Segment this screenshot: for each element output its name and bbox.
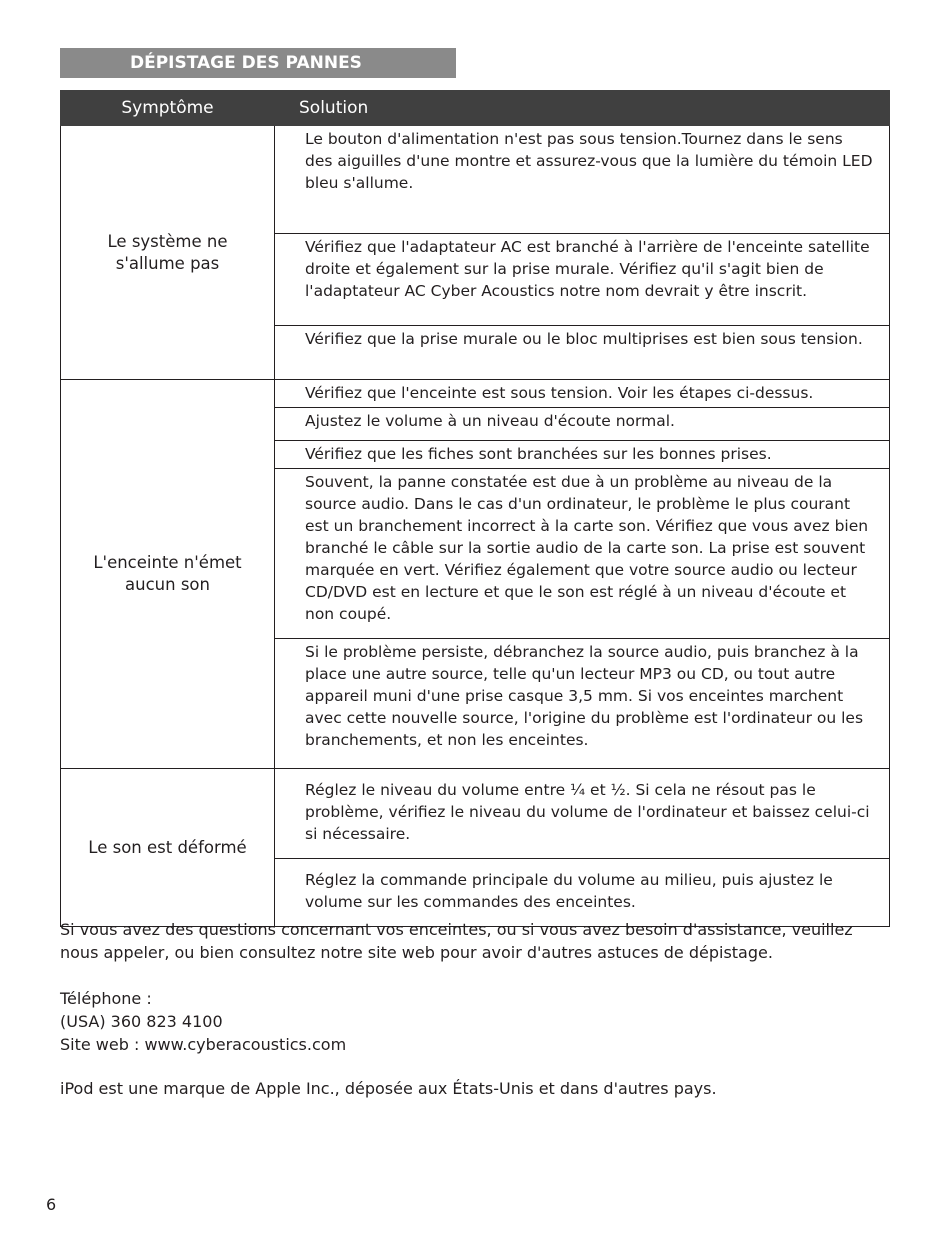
symptom-cell: L'enceinte n'émet aucun son	[61, 380, 275, 769]
solution-cell: Réglez la commande principale du volume au milieu, puis ajustez le volume sur les commandes des enceintes.	[275, 859, 890, 927]
phone-number: (USA) 360 823 4100	[60, 1012, 223, 1031]
page-number: 6	[46, 1195, 57, 1214]
phone-label: Téléphone :	[60, 989, 152, 1008]
solution-cell: Souvent, la panne constatée est due à un problème au niveau de la source audio. Dans le cas d'un ordinateur, le problème le plus courant est un branchement incorrect à la carte son. Vérifiez que vous avez bien branché le câble sur la sortie audio de la carte son. La prise est souvent marquée en vert. Vérifiez également que votre source audio ou lecteur CD/DVD est en lecture et que le son est réglé à un niveau d'écoute et non coupé.	[275, 469, 890, 639]
table-header-row	[61, 91, 890, 126]
symptom-cell: Le système ne s'allume pas	[61, 126, 275, 380]
table-row	[61, 380, 890, 408]
contact-block	[60, 987, 890, 1056]
column-header-symptom: Symptôme	[61, 91, 275, 126]
solution-cell: Ajustez le volume à un niveau d'écoute normal.	[275, 408, 890, 441]
website-link[interactable]: Site web : www.cyberacoustics.com	[60, 1035, 347, 1054]
solution-cell: Réglez le niveau du volume entre ¼ et ½. Si cela ne résout pas le problème, vérifiez le niveau du volume de l'ordinateur et baissez celui-ci si nécessaire.	[275, 769, 890, 859]
column-header-solution: Solution	[275, 91, 890, 126]
solution-cell: Vérifiez que l'enceinte est sous tension. Voir les étapes ci-dessus.	[275, 380, 890, 408]
trademark-notice: iPod est une marque de Apple Inc., déposée aux États-Unis et dans d'autres pays.	[60, 1079, 717, 1098]
solution-cell: Vérifiez que l'adaptateur AC est branché à l'arrière de l'enceinte satellite droite et également sur la prise murale. Vérifiez qu'il s'agit bien de l'adaptateur AC Cyber Acoustics notre nom devrait y être inscrit.	[275, 234, 890, 326]
solution-cell: Vérifiez que les fiches sont branchées sur les bonnes prises.	[275, 441, 890, 469]
symptom-cell: Le son est déformé	[61, 769, 275, 927]
table-row	[61, 126, 890, 234]
solution-cell: Vérifiez que la prise murale ou le bloc multiprises est bien sous tension.	[275, 326, 890, 380]
section-title: DÉPISTAGE DES PANNES	[60, 48, 456, 78]
troubleshooting-table	[60, 90, 890, 927]
solution-cell: Si le problème persiste, débranchez la source audio, puis branchez à la place une autre source, telle qu'un lecteur MP3 ou CD, ou tout autre appareil muni d'une prise casque 3,5 mm. Si vos enceintes marchent avec cette nouvelle source, l'origine du problème est l'ordinateur ou les branchements, et non les enceintes.	[275, 639, 890, 769]
table-row	[61, 769, 890, 859]
help-paragraph: Si vous avez des questions concernant vos enceintes, ou si vous avez besoin d'assistance, veuillez nous appeler, ou bien consultez notre site web pour avoir d'autres astuces de dépistage.	[60, 920, 853, 962]
solution-cell: Le bouton d'alimentation n'est pas sous tension.Tournez dans le sens des aiguilles d'une montre et assurez-vous que la lumière du témoin LED bleu s'allume.	[275, 126, 890, 234]
